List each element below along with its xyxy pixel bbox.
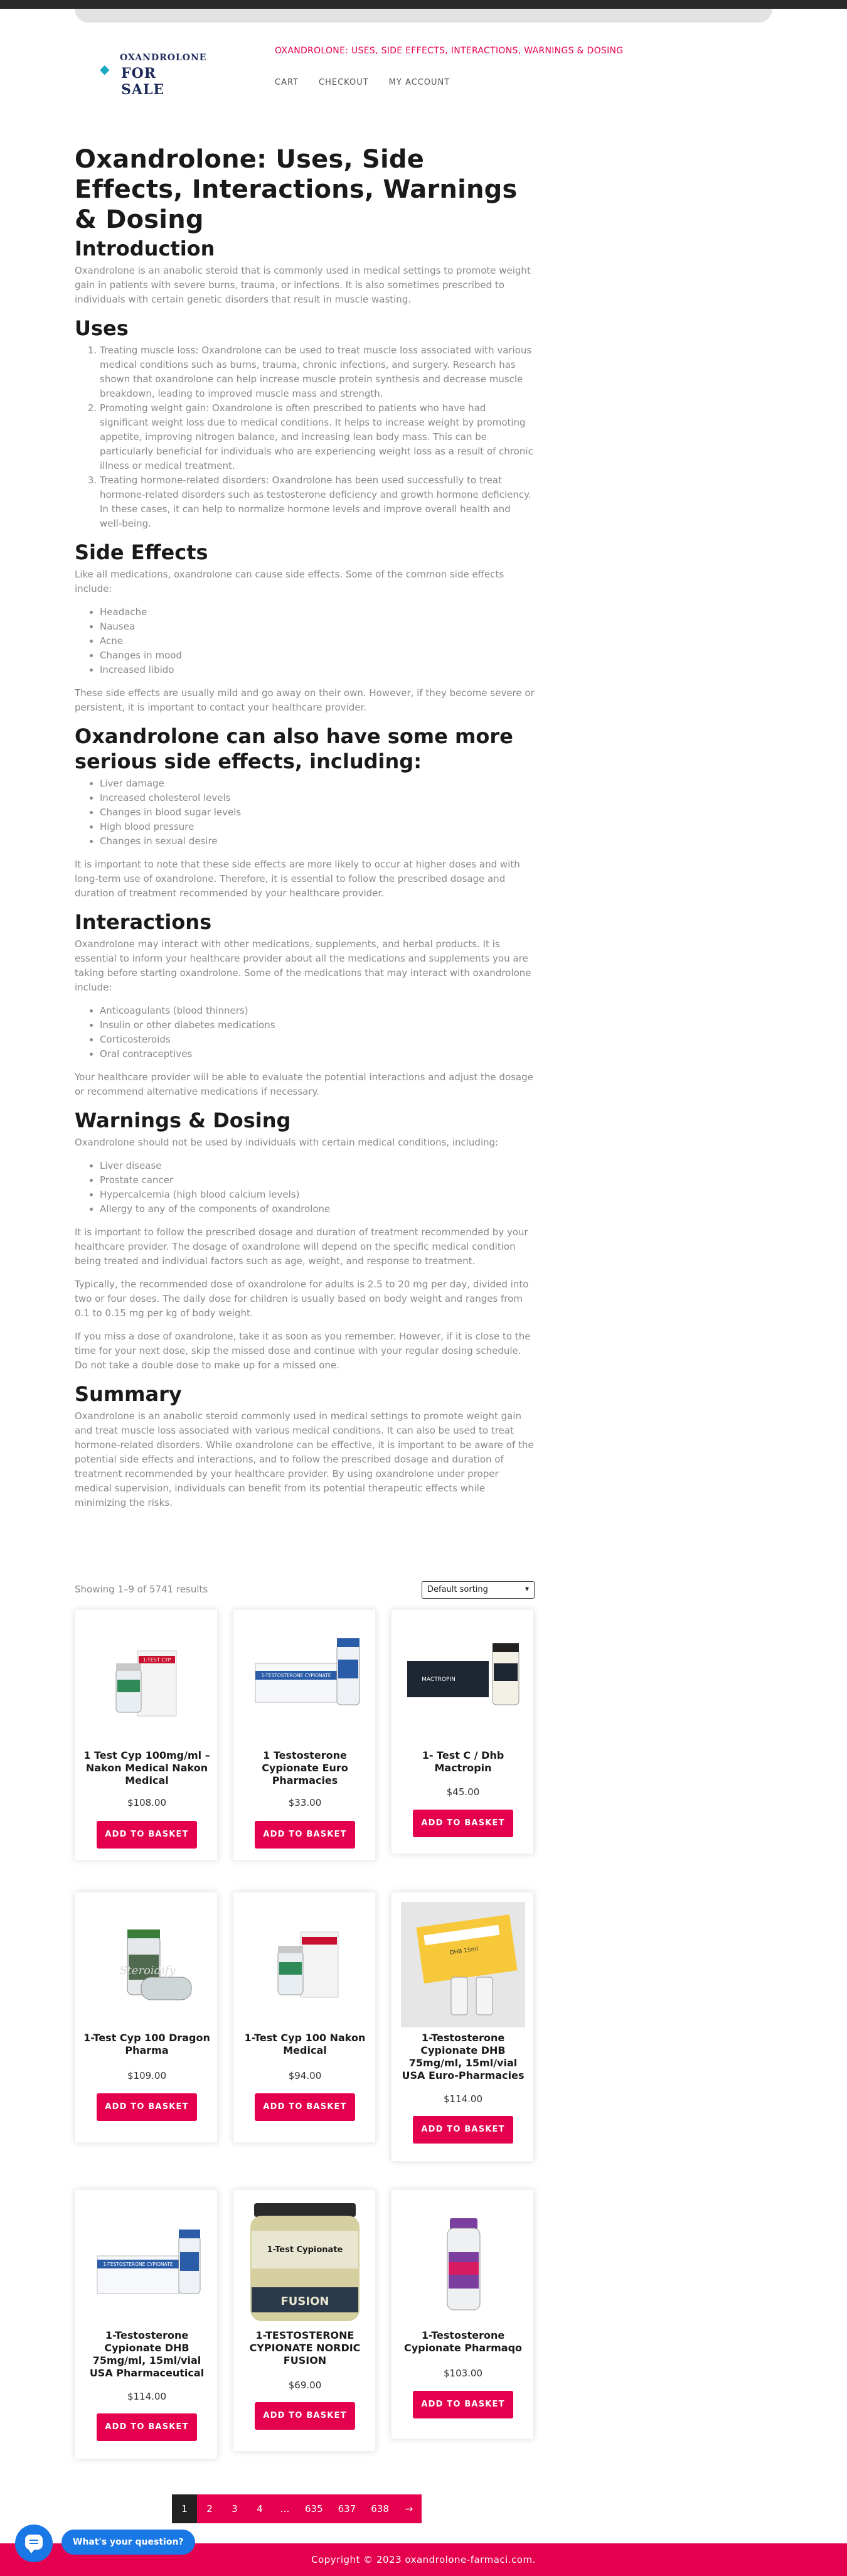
page-link[interactable]: 3 [232,2503,238,2514]
product-card[interactable] [75,2189,218,2459]
add-to-basket-button[interactable]: ADD TO BASKET [255,2402,355,2430]
add-to-basket-button[interactable]: ADD TO BASKET [97,2413,197,2441]
interactions-heading: Interactions [75,910,212,934]
add-to-basket-button[interactable]: ADD TO BASKET [255,1821,355,1849]
product-name[interactable]: 1 Testosterone Cypionate Euro Pharmacies [262,1749,348,1786]
logo-bottom-text: FOR SALE [121,65,165,98]
product-price: $94.00 [288,2070,322,2081]
product-price: $33.00 [288,1797,322,1808]
product-price: $109.00 [127,2070,167,2081]
page-link-current[interactable]: 1 [172,2494,197,2523]
product-price: $45.00 [446,1786,480,1798]
product-image [243,2199,367,2325]
product-card[interactable] [233,2189,376,2452]
product-image [85,1619,209,1745]
warnings-list [100,1159,535,1216]
add-to-basket-button[interactable]: ADD TO BASKET [97,2093,197,2121]
add-to-basket-button[interactable]: ADD TO BASKET [413,2116,513,2144]
sort-value: Default sorting [427,1585,488,1594]
product-price: $108.00 [127,1797,167,1808]
add-to-basket-button[interactable]: ADD TO BASKET [255,2093,355,2121]
warnings-heading: Warnings & Dosing [75,1108,291,1132]
add-to-basket-button[interactable]: ADD TO BASKET [413,2391,513,2418]
page-link[interactable]: 635 [305,2503,323,2514]
page-link[interactable]: 638 [371,2503,389,2514]
product-price: $114.00 [127,2391,167,2402]
product-image-label: DHB 15ml [449,1946,479,1956]
page-link[interactable]: 4 [257,2503,263,2514]
product-card[interactable] [391,1892,534,2162]
pagination [172,2494,422,2523]
add-to-basket-button[interactable]: ADD TO BASKET [413,1810,513,1837]
interactions-list [100,1004,535,1061]
list-item: • Corticosteroids [100,1033,535,1047]
list-item: • Liver damage [100,776,535,791]
serious-list [100,776,535,849]
side-effects-intro: Like all medications, oxandrolone can cause side effects. Some of the common side effects include: [75,569,504,594]
list-item: • Headache [100,605,535,620]
product-image-label: 1-TESTOSTERONE CYPIONATE [261,1673,331,1678]
product-image-label: 1-Test Cypionate [267,2245,343,2255]
product-price: $114.00 [443,2093,483,2105]
product-image [85,1902,209,2027]
product-card[interactable] [75,1892,218,2143]
list-item: • Allergy to any of the components of oxandrolone [100,1202,535,1216]
product-name[interactable]: 1-Testosterone Cypionate Pharmaqo [403,2329,523,2354]
product-price: $69.00 [288,2380,322,2391]
list-item: • High blood pressure [100,820,535,834]
sort-select[interactable] [422,1581,535,1599]
add-to-basket-button[interactable]: ADD TO BASKET [97,1821,197,1849]
list-item: • Liver disease [100,1159,535,1173]
chevron-down-icon: ▾ [525,1584,529,1593]
chat-label-button[interactable]: What's your question? [61,2530,195,2555]
chat-icon[interactable] [15,2525,53,2562]
list-item: • Oral contraceptives [100,1047,535,1061]
side-effects-after: These side effects are usually mild and go away on their own. However, if they become severe or persistent, it is important to contact your healthcare provider. [75,687,535,713]
list-item: • Changes in blood sugar levels [100,805,535,820]
nav-my-account[interactable]: MY ACCOUNT [388,78,450,87]
intro-heading: Introduction [75,237,215,260]
list-item: 2. Promoting weight gain: Oxandrolone is often prescribed to patients who have had significant weight loss due to medical conditions. It helps to increase weight by promoting appetite, improving nitrogen balance, and increasing lean body mass. This can be particularly beneficial for individuals who are experiencing weight loss as a result of chronic illness or medical treatment. [100,401,535,473]
page-title: Oxandrolone: Uses, Side Effects, Interactions, Warnings & Dosing [75,145,518,234]
interactions-after: Your healthcare provider will be able to evaluate the potential interactions and adjust the dosage or recommend alternative medications if necessary. [75,1071,533,1097]
next-page-arrow-icon[interactable]: → [405,2503,413,2514]
list-item: • Nausea [100,620,535,634]
product-name[interactable]: 1-Test Cyp 100 Nakon Medical [244,2032,366,2056]
product-name[interactable]: 1-Test Cyp 100 Dragon Pharma [83,2032,210,2056]
product-image [85,2199,209,2325]
serious-after: It is important to note that these side effects are more likely to occur at higher doses and with long-term use of oxandrolone. Therefore, it is essential to follow the prescribed dosage and duration of treatment recommended by your healthcare provider. [75,859,520,899]
page-ellipsis: … [280,2503,290,2514]
warnings-intro: Oxandrolone should not be used by individuals with certain medical conditions, including: [75,1137,499,1148]
product-image [401,2199,525,2325]
top-search-pill [75,9,772,23]
site-title[interactable]: OXANDROLONE: USES, SIDE EFFECTS, INTERACTIONS, WARNINGS & DOSING [275,46,624,56]
warnings-p2: Typically, the recommended dose of oxandrolone for adults is 2.5 to 20 mg per day, divided into two or four doses. The daily dose for children is usually based on body weight and ranges from 0.1 to 0.15 mg per kg of body weight. [75,1279,529,1319]
product-card[interactable] [391,1609,534,1854]
product-image-label: 1-TEST CYP [142,1657,171,1663]
top-bar [0,0,847,9]
logo-top-text: OXANDROLONE [120,53,207,63]
page-link[interactable]: 2 [206,2503,213,2514]
main-nav [275,78,450,87]
product-image [401,1902,525,2027]
list-item: • Hypercalcemia (high blood calcium levels) [100,1188,535,1202]
list-item: • Prostate cancer [100,1173,535,1188]
list-item: • Increased libido [100,663,535,677]
product-image-watermark: Steroidify [119,1964,176,1977]
list-item: • Increased cholesterol levels [100,791,535,805]
product-image-label: MACTROPIN [422,1677,455,1683]
product-card[interactable] [233,1892,376,2143]
product-card[interactable] [233,1609,376,1860]
side-effects-heading: Side Effects [75,540,208,564]
side-effects-list [100,605,535,677]
uses-list [100,343,535,531]
product-name[interactable]: 1-TESTOSTERONE CYPIONATE NORDIC FUSION [249,2329,361,2366]
list-item: • Changes in sexual desire [100,834,535,849]
product-image-brand: FUSION [280,2295,329,2308]
product-name[interactable]: 1- Test C / Dhb Mactropin [422,1749,504,1774]
uses-heading: Uses [75,316,129,340]
intro-text: Oxandrolone is an anabolic steroid that is commonly used in medical settings to promote weight gain in patients with severe burns, trauma, or infections. It is also sometimes prescribed to individuals with certain genetic disorders that result in muscle wasting. [75,265,531,305]
warnings-p3: If you miss a dose of oxandrolone, take it as soon as you remember. However, if it is close to the time for your next dose, skip the missed dose and continue with your regular dosing schedule. Do not take a double dose to make up for a missed one. [75,1331,531,1371]
product-price: $103.00 [443,2368,483,2379]
product-name[interactable]: 1-Testosterone Cypionate DHB 75mg/ml, 15ml/vial USA Euro-Pharmacies [402,2032,525,2081]
nav-cart[interactable]: CART [275,78,299,87]
interactions-intro: Oxandrolone may interact with other medications, supplements, and herbal products. It is essential to inform your healthcare provider about all the medications and supplements you are taking before starting oxandrolone. Some of the medications that may interact with oxandrolone include: [75,938,531,993]
warnings-p1: It is important to follow the prescribed dosage and duration of treatment recommended by your healthcare provider. The dosage of oxandrolone will depend on the specific medical condition being treated and individual factors such as age, weight, and response to treatment. [75,1226,528,1267]
list-item: 1. Treating muscle loss: Oxandrolone can be used to treat muscle loss associated with various medical conditions such as burns, trauma, chronic infections, and surgery. Research has shown that oxandrolone can help increase muscle protein synthesis and decrease muscle breakdown, leading to improved muscle mass and strength. [100,343,535,401]
site-logo[interactable] [100,51,207,98]
list-item: • Acne [100,634,535,648]
product-name[interactable]: 1-Testosterone Cypionate DHB 75mg/ml, 15ml/vial USA Pharmaceutical [89,2329,205,2379]
product-card[interactable] [75,1609,218,1860]
summary-heading: Summary [75,1382,182,1406]
shop-toolbar [75,1579,535,1600]
nav-checkout[interactable]: CHECKOUT [319,78,369,87]
product-image [243,1619,367,1745]
chat-bubble-icon [25,2535,43,2550]
page-link[interactable]: 637 [338,2503,356,2514]
product-card[interactable] [391,2189,534,2439]
serious-heading: Oxandrolone can also have some more serious side effects, including: [75,724,513,773]
product-image-label: 1-TESTOSTERONE CYPIONATE [103,2262,173,2267]
copyright-text: Copyright © 2023 oxandrolone-farmaci.com. [311,2554,536,2565]
list-item: • Changes in mood [100,648,535,663]
product-image [243,1902,367,2027]
summary-text: Oxandrolone is an anabolic steroid commonly used in medical settings to promote weight gain and treat muscle loss associated with various medical conditions. It can also be used to treat hormone-related disorders. While oxandrolone can be effective, it is important to be aware of the potential side effects and interactions, and to follow the prescribed dosage and duration of treatment recommended by your healthcare provider. By using oxandrolone under proper medical supervision, individuals can benefit from its potential therapeutic effects while minimizing the risks. [75,1410,534,1508]
product-name[interactable]: 1 Test Cyp 100mg/ml – Nakon Medical Nakon Medical [83,1749,210,1786]
list-item: 3. Treating hormone-related disorders: Oxandrolone has been used successfully to treat hormone-related disorders such as testosterone deficiency and growth hormone deficiency. In these cases, it can help to normalize hormone levels and improve overall health and well-being. [100,473,535,531]
product-image [401,1619,525,1745]
result-count: Showing 1–9 of 5741 results [75,1584,208,1595]
diamond-icon: ◆ [100,62,110,77]
article [75,144,535,1519]
list-item: • Insulin or other diabetes medications [100,1018,535,1033]
list-item: • Anticoagulants (blood thinners) [100,1004,535,1018]
